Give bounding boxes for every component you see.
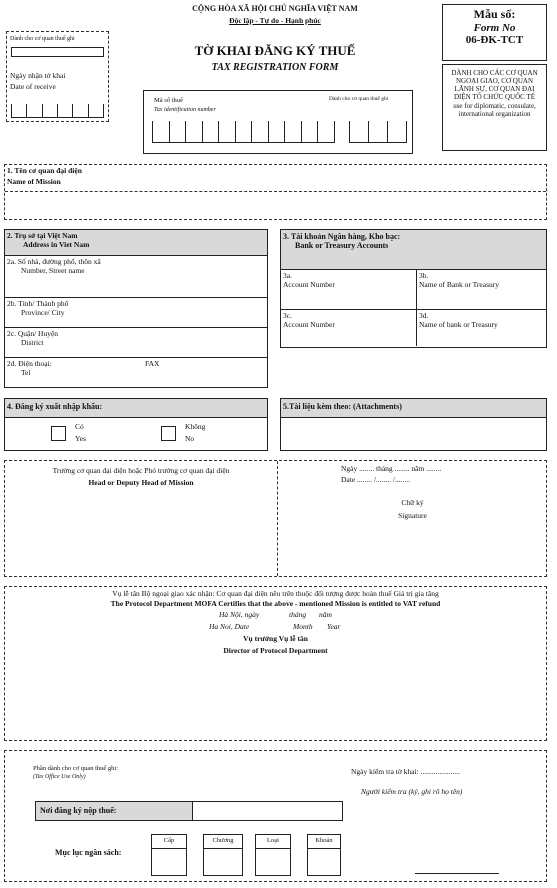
form-no-label-en: Form No: [473, 21, 516, 34]
applicability-box: [442, 64, 547, 151]
section-4-import-export: [4, 398, 268, 451]
section-3-title: 3. Tài khoản Ngân hàng, Kho bạc:: [283, 232, 401, 241]
address-province-field[interactable]: 2b. Tỉnh/ Thành phố Province/ City: [5, 298, 267, 328]
signature-date-en: Date ........ /........ /........: [341, 475, 410, 484]
national-title: CỘNG HÒA XÃ HỘI CHỦ NGHĨA VIỆT NAM: [192, 4, 358, 13]
section-1-title: 1. Tên cơ quan đại diện: [7, 166, 82, 175]
address-district-field[interactable]: 2c. Quận/ Huyện District: [5, 328, 267, 358]
form-title: TỜ KHAI ĐĂNG KÝ THUẾ: [194, 43, 356, 58]
yes-checkbox[interactable]: [51, 426, 66, 441]
checker-label: Người kiểm tra (ký, ghi rõ họ tên): [361, 787, 463, 796]
form-title-en: TAX REGISTRATION FORM: [211, 62, 339, 73]
protocol-director-en: Director of Protocol Department: [223, 646, 328, 655]
budget-col-khoan[interactable]: Khoản: [307, 834, 341, 876]
section-2-address: [4, 229, 268, 388]
tax-office-note: Phần dành cho cơ quan thuế ghi:: [33, 765, 119, 772]
head-of-mission-en: Head or Deputy Head of Mission: [88, 478, 194, 487]
no-label: Không: [185, 422, 206, 431]
tax-code-cells-main[interactable]: [152, 121, 335, 143]
budget-col-chuong[interactable]: Chương: [203, 834, 243, 876]
receipt-top-field[interactable]: [11, 47, 104, 57]
signature-date-vi: Ngày ........ tháng ........ năm ........: [341, 464, 442, 473]
receipt-date-cells[interactable]: [11, 104, 104, 118]
account-number-field-1[interactable]: 3a. Account Number: [281, 270, 417, 309]
yes-label-en: Yes: [75, 434, 86, 443]
address-street-field[interactable]: 2a. Số nhà, đường phố, thôn xã Number, Street name: [5, 256, 267, 298]
tax-place-label: Nơi đăng ký nộp thuế:: [35, 801, 193, 821]
receipt-date-label-en: Date of receive: [10, 82, 56, 91]
section-5-title: 5.Tài liệu kèm theo: (Attachments): [281, 399, 546, 418]
section-2-subtitle: Address in Viet Nam: [23, 239, 90, 249]
head-of-mission-vi: Trưởng cơ quan đại diện hoặc Phó trưởng cơ quan đại diện: [52, 466, 230, 475]
tax-code-box: [143, 90, 413, 154]
fax-label: FAX: [145, 359, 160, 368]
protocol-line-en: The Protocol Department MOFA Certifies that the above - mentioned Mission is entitled to VAT refund: [110, 599, 441, 608]
form-no-box: [442, 4, 547, 61]
tax-code-label: Mã số thuế: [154, 97, 183, 104]
address-phone-field[interactable]: 2d. Điện thoại: Tel FAX: [7, 359, 160, 377]
budget-col-loai[interactable]: Loại: [255, 834, 291, 876]
bank-name-field-1[interactable]: 3b. Name of Bank or Treasury: [419, 271, 499, 289]
section-3-bank-accounts: [280, 229, 547, 348]
section-5-attachments[interactable]: [280, 398, 547, 451]
no-checkbox[interactable]: [161, 426, 176, 441]
receipt-note: Dành cho cơ quan thuế ghi: [10, 36, 75, 42]
yes-label: Có: [75, 422, 84, 431]
protocol-line-vi: Vụ lễ tân Bộ ngoại giao xác nhận: Cơ quan đại diện nêu trên thuộc đối tượng được hoàn thuế Giá trị gia tăng: [112, 589, 439, 598]
no-label-en: No: [185, 434, 195, 443]
checker-signature-line: [415, 873, 499, 874]
protocol-director-vi: Vụ trưởng Vụ lễ tân: [243, 634, 308, 643]
signature-label-vi: Chữ ký: [401, 498, 424, 507]
signature-section: [4, 460, 547, 577]
tax-code-note: Dành cho cơ quan thuế ghi: [329, 96, 389, 102]
applicability-vi: DÀNH CHO CÁC CƠ QUAN NGOẠI GIAO, CƠ QUAN LÃNH SỰ, CƠ QUAN ĐẠI DIỆN TỔ CHỨC QUỐC TẾ: [451, 69, 538, 102]
budget-col-cap[interactable]: Cấp: [151, 834, 187, 876]
tax-place-field[interactable]: [193, 801, 343, 821]
tax-code-sub-label: Tax identification number: [154, 107, 216, 113]
receipt-box: [6, 31, 109, 122]
section-2-title: 2. Trụ sở tại Việt Nam: [7, 231, 78, 240]
tax-office-note-en: (Tax Office Use Only): [33, 774, 86, 780]
section-1-subtitle: Name of Mission: [7, 177, 61, 186]
protocol-section: Vụ lễ tân Bộ ngoại giao xác nhận: Cơ quan đại diện nêu trên thuộc đối tượng được hoàn thuế Giá trị gia tăng The Protocol Department MOFA Certifies that the above - mentioned Mission is entitled to VAT refund Hà Nội, ngày tháng năm Ha Noi, Date Month Year Vụ trưởng Vụ lễ tân Director of Protocol Department: [4, 586, 547, 741]
tax-code-cells-suffix[interactable]: [349, 121, 407, 143]
bank-name-field-2[interactable]: 3d. Name of bank or Treasury: [419, 311, 498, 329]
section-4-title: 4. Đăng ký xuất nhập khẩu:: [5, 399, 267, 418]
budget-label: Mục lục ngân sách:: [55, 848, 122, 857]
form-no-label: Mẫu số:: [473, 7, 516, 21]
form-no-code: 06-ĐK-TCT: [465, 34, 524, 47]
signature-label-en: Signature: [398, 511, 427, 520]
national-motto: Độc lập - Tự do - Hạnh phúc: [229, 16, 321, 25]
account-number-field-2[interactable]: 3c. Account Number: [281, 310, 417, 346]
receipt-date-label: Ngày nhận tờ khai: [10, 71, 66, 80]
check-date: Ngày kiểm tra tờ khai: .....................: [351, 767, 460, 776]
applicability-en: use for diplomatic, consulate, international organization: [453, 102, 536, 119]
section-1-mission-name[interactable]: [4, 164, 547, 220]
section-3-subtitle: Bank or Treasury Accounts: [295, 241, 389, 251]
tax-office-section: [4, 750, 547, 882]
